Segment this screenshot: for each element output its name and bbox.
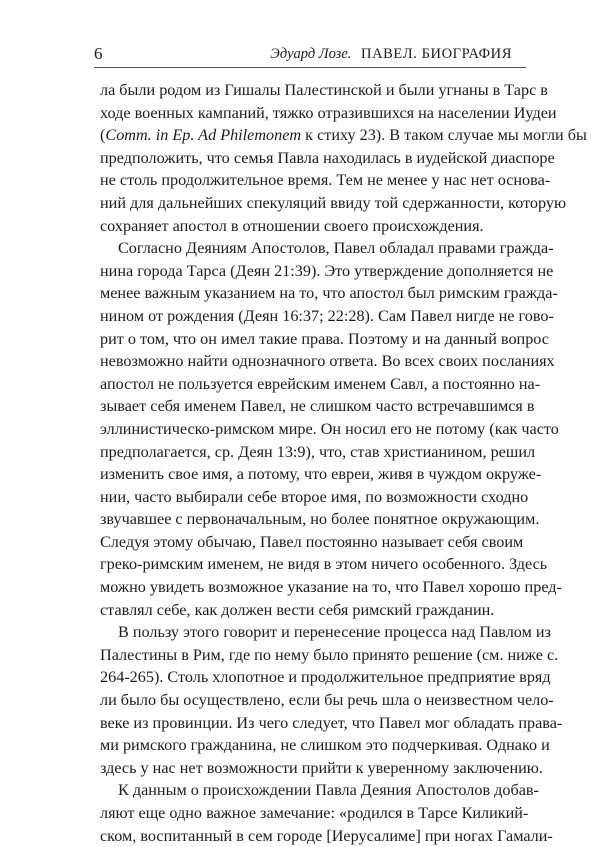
text-line: сохраняет апостол в отношении своего происхождения.	[100, 216, 484, 235]
text-line: Палестины в Рим, где по нему было принято решение (см. ниже с.	[100, 645, 559, 664]
text-line: невозможно найти однозначного ответа. Во всех своих посланиях	[100, 352, 555, 371]
citation-reference: Comm. in Ep. Ad Philemonem	[105, 126, 302, 145]
text-line: менее важным указанием на то, что апостол был римским гражда-	[100, 284, 558, 303]
text-line: греко-римским именем, не видя в этом ничего особенного. Здесь	[100, 555, 548, 574]
paren-open: (	[100, 126, 106, 145]
text-line: зывает себя именем Павел, не слишком часто встречавшимся в	[100, 397, 535, 416]
text-line: Следуя этому обычаю, Павел постоянно называет себя своим	[100, 532, 524, 551]
text-line: веке из провинции. Из чего следует, что Павел мог обладать права-	[100, 713, 563, 732]
paragraph-3	[100, 621, 563, 779]
text-line: апостол не пользуется еврейским именем Савл, а постоянно на-	[100, 374, 541, 393]
body-text	[100, 79, 587, 847]
text-line: ходе военных кампаний, тяжко отразившихся на населении Иудеи	[100, 103, 557, 122]
text-line: К данным о происхождении Павла Деяния Апостолов добав-	[118, 781, 539, 800]
text-line: предполагается, ср. Деян 13:9), что, став христианином, решил	[100, 442, 536, 461]
text-line: ском, воспитанный в сем городе [Иерусалиме] при ногах Гамали-	[100, 826, 553, 845]
page-header	[94, 44, 526, 66]
text-line: нином от рождения (Деян 16:37; 22:28). Сам Павел нигде не гово-	[100, 306, 554, 325]
running-head-title: ПАВЕЛ. БИОГРАФИЯ	[361, 46, 512, 62]
text-line: ставлял себе, как должен вести себя римский гражданин.	[100, 600, 495, 619]
text-fragment: к стиху 23). В таком случае мы могли бы	[301, 126, 587, 145]
paragraph-4	[100, 779, 553, 847]
text-line: ний для дальнейших спекуляций ввиду той сдержанности, которую	[100, 193, 567, 212]
text-line: эллинистическо-римском мире. Он носил его не потому (как часто	[100, 419, 559, 438]
page-number: 6	[94, 44, 103, 63]
text-line: изменить свое имя, а потому, что евреи, живя в чуждом окруже-	[100, 465, 542, 484]
header-rule	[94, 67, 526, 68]
text-line: не столь продолжительное время. Тем не менее у нас нет основа-	[100, 171, 551, 190]
text-line: нина города Тарса (Деян 21:39). Это утверждение дополняется не	[100, 261, 554, 280]
text-line: В пользу этого говорит и перенесение процесса над Павлом из	[118, 623, 551, 642]
text-line: можно увидеть возможное указание на то, что Павел хорошо пред-	[100, 578, 562, 597]
text-line: ми римского гражданина, не слишком это подчеркивая. Однако и	[100, 736, 550, 755]
text-line: здесь у нас нет возможности прийти к уверенному заключению.	[100, 758, 543, 777]
running-head-author: Эдуард Лозе.	[270, 46, 352, 62]
text-line	[100, 124, 587, 147]
text-line: 264-265). Столь хлопотное и продолжительное предприятие вряд	[100, 668, 551, 687]
text-line: звучавшее с первоначальным, но более понятное окружающим.	[100, 510, 540, 529]
text-line: Согласно Деяниям Апостолов, Павел обладал правами гражда-	[118, 239, 554, 258]
text-line: предположить, что семья Павла находилась в иудейской диаспоре	[100, 148, 555, 167]
text-line: ла были родом из Гишалы Палестинской и были угнаны в Тарс в	[100, 81, 548, 99]
running-head	[270, 45, 512, 63]
text-line: нии, часто выбирали себе второе имя, по возможности сходно	[100, 487, 529, 506]
paragraph-1	[100, 79, 587, 237]
text-line: рит о том, что он имел такие права. Поэтому и на данный вопрос	[100, 329, 549, 348]
text-line: ляют еще одно важное замечание: «родился в Тарсе Киликий-	[100, 804, 529, 822]
text-line: ли было бы осуществлено, если бы речь шла о неизвестном чело-	[100, 691, 554, 710]
paragraph-2	[100, 237, 562, 621]
